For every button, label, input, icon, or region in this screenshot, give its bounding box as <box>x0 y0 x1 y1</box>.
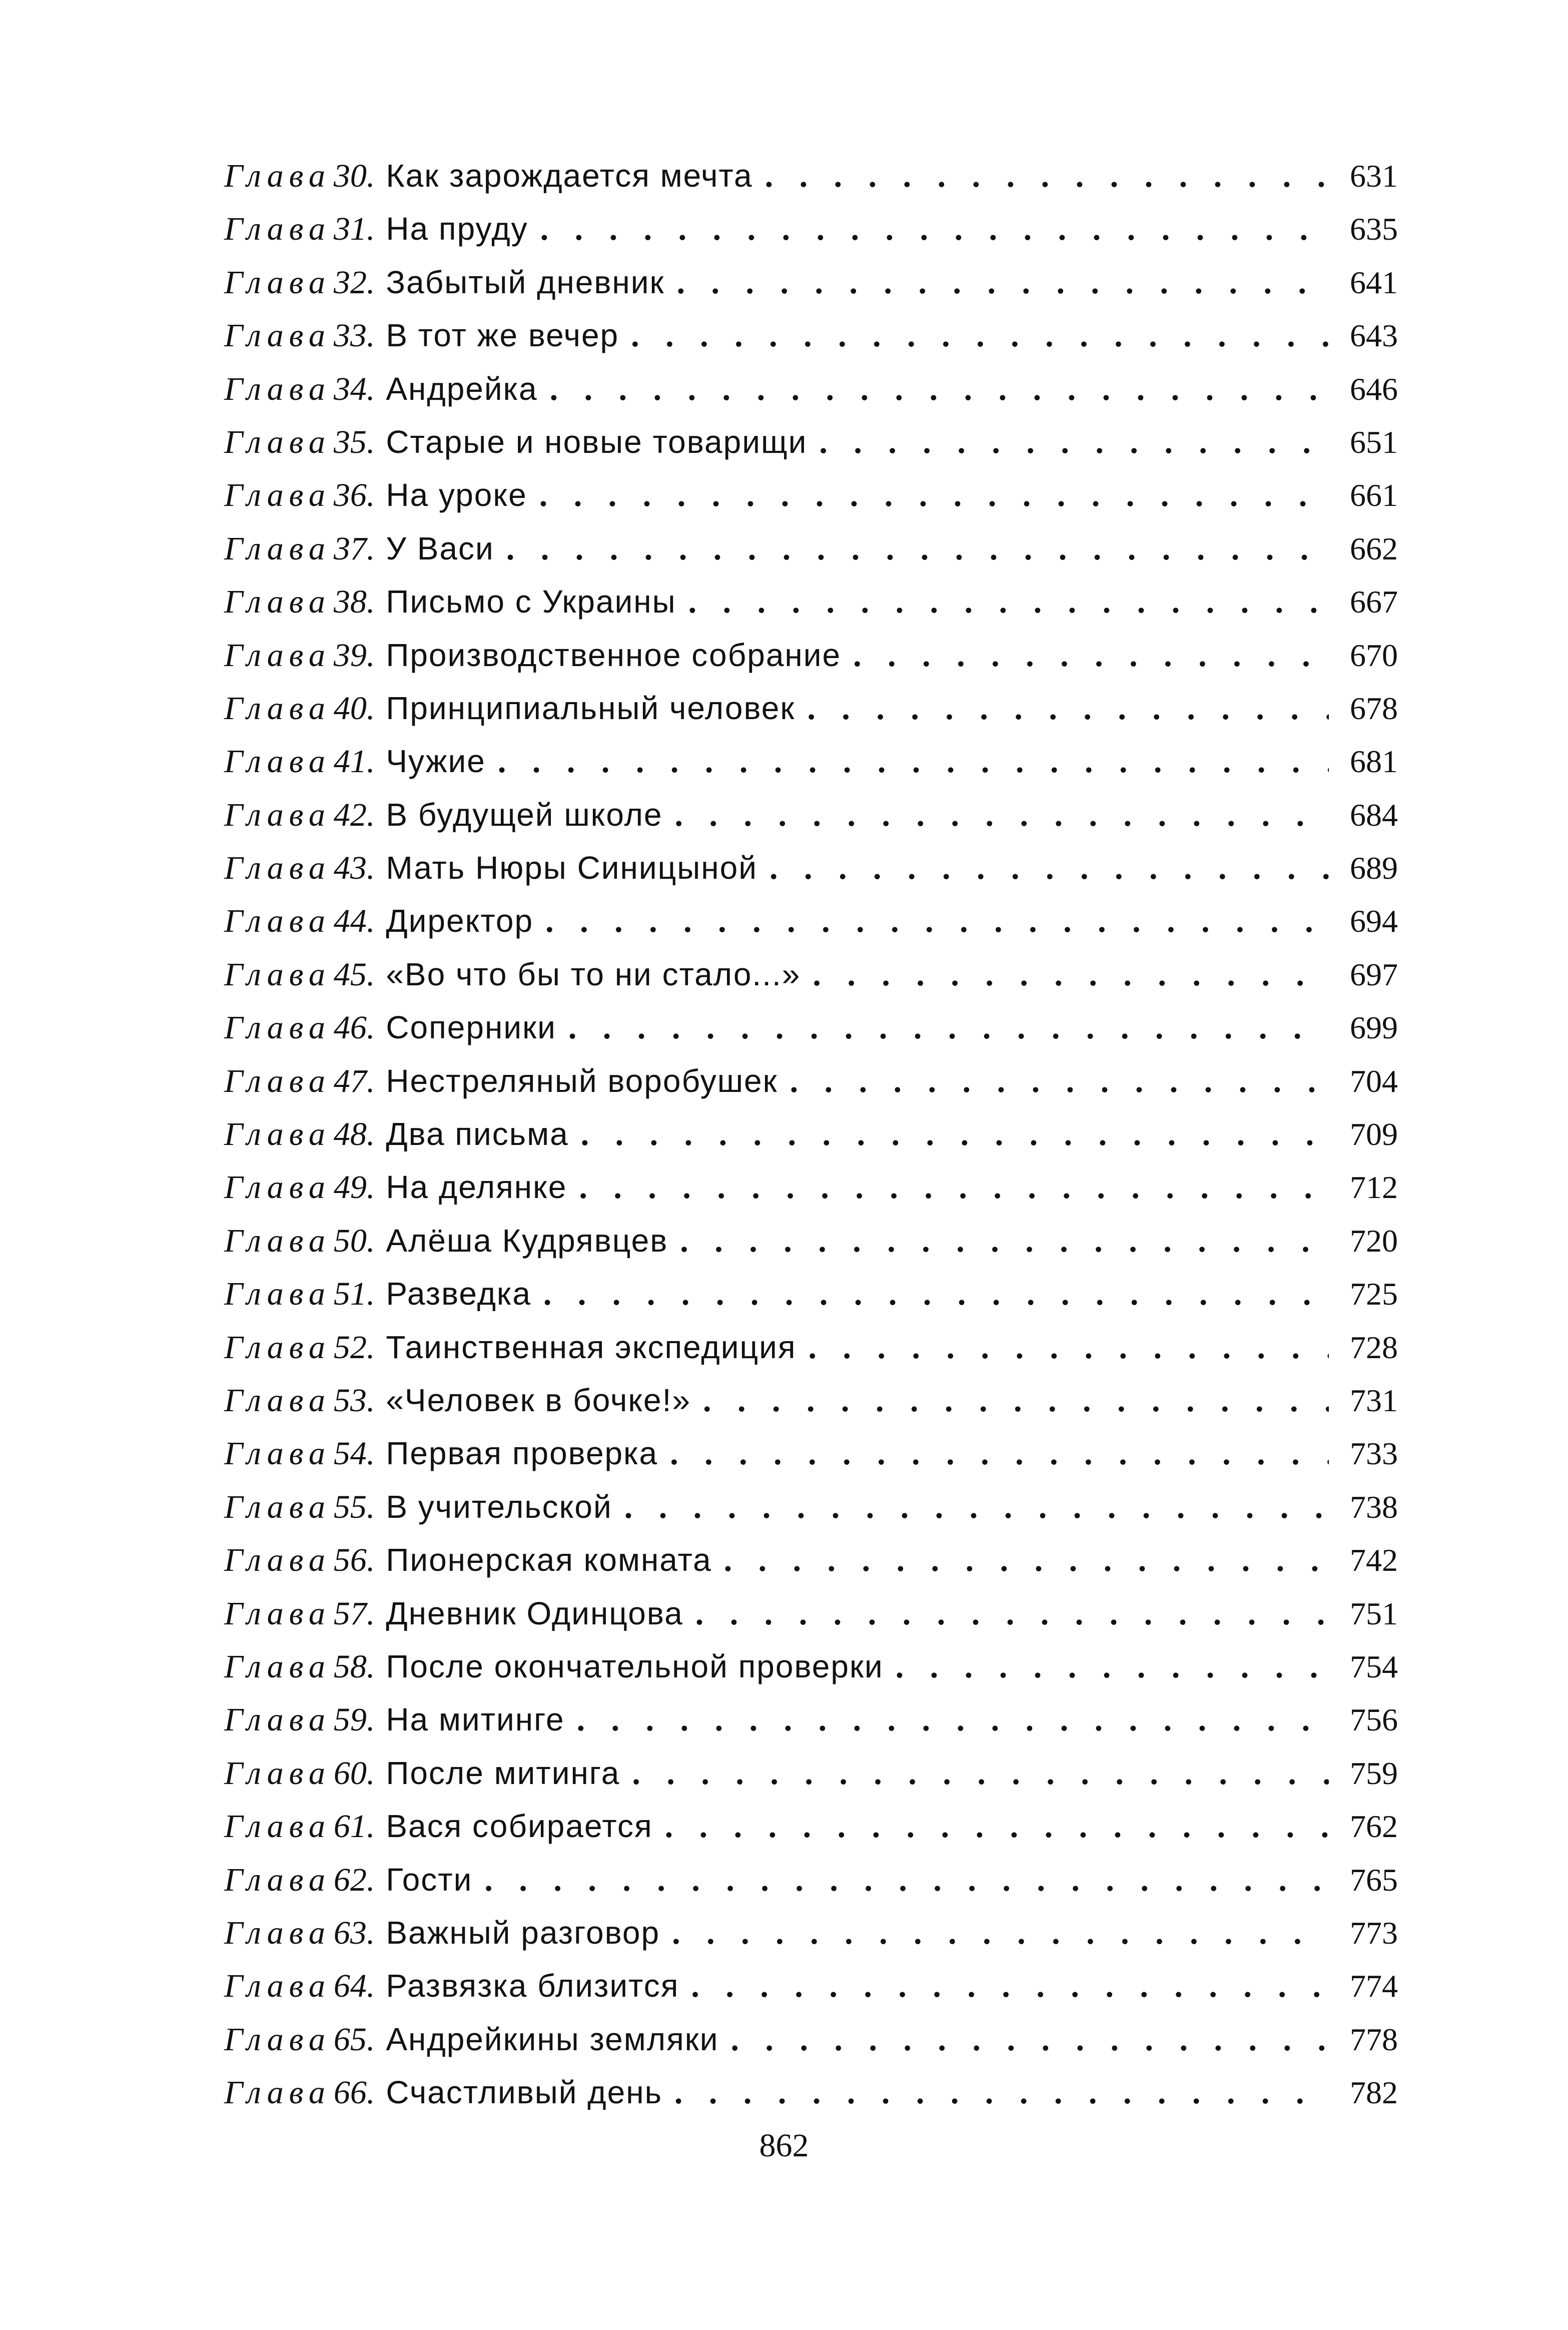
chapter-number: 39. <box>333 637 375 674</box>
chapter-page-number: 661 <box>1350 477 1398 513</box>
chapter-title: После окончательной проверки <box>386 1648 884 1684</box>
chapter-title: На делянке <box>386 1169 567 1206</box>
chapter-title: Дневник Одинцова <box>386 1595 683 1631</box>
chapter-label: Глава <box>224 158 331 194</box>
chapter-label: Глава <box>224 690 331 727</box>
chapter-label: Глава <box>224 796 331 833</box>
dot-leader <box>724 1534 1329 1587</box>
chapter-page-number: 694 <box>1350 903 1398 939</box>
dot-leader <box>540 203 1329 256</box>
dot-leader <box>543 1268 1329 1321</box>
chapter-title: Гости <box>386 1861 473 1898</box>
chapter-page-number: 773 <box>1350 1915 1398 1951</box>
dot-leader <box>498 735 1329 788</box>
chapter-number: 51. <box>333 1276 375 1313</box>
toc-entry <box>224 1427 1398 1480</box>
chapter-label: Глава <box>224 2021 331 2058</box>
dot-leader <box>769 842 1329 895</box>
chapter-title: Вася собирается <box>386 1808 653 1845</box>
chapter-label: Глава <box>224 1009 331 1046</box>
chapter-title: На пруду <box>386 211 528 247</box>
dot-leader <box>545 895 1329 948</box>
dot-leader <box>691 1960 1329 2013</box>
toc-entry <box>224 1001 1398 1054</box>
chapter-title: После митинга <box>386 1755 620 1791</box>
chapter-title: Соперники <box>386 1009 556 1046</box>
chapter-page-number: 709 <box>1350 1116 1398 1152</box>
dot-leader <box>484 1854 1329 1907</box>
chapter-page-number: 712 <box>1350 1170 1398 1206</box>
chapter-number: 50. <box>333 1222 375 1259</box>
chapter-number: 48. <box>333 1116 375 1153</box>
chapter-page-number: 635 <box>1350 211 1398 247</box>
chapter-page-number: 725 <box>1350 1276 1398 1312</box>
chapter-number: 66. <box>333 2074 375 2111</box>
toc-entry <box>224 894 1398 947</box>
chapter-title: Мать Нюры Синицыной <box>386 850 757 886</box>
dot-leader <box>680 1215 1329 1268</box>
toc-entry <box>224 1480 1398 1533</box>
chapter-page-number: 756 <box>1350 1702 1398 1738</box>
chapter-page-number: 681 <box>1350 744 1398 780</box>
dot-leader <box>631 309 1329 362</box>
dot-leader <box>688 575 1329 629</box>
chapter-title: Чужие <box>386 743 486 780</box>
chapter-title: Письмо с Украины <box>386 584 676 620</box>
chapter-label: Глава <box>224 1701 331 1738</box>
toc-entry <box>224 1267 1398 1320</box>
chapter-page-number: 778 <box>1350 2021 1398 2057</box>
chapter-number: 44. <box>333 903 375 940</box>
chapter-number: 63. <box>333 1914 375 1951</box>
toc-entry <box>224 149 1398 202</box>
toc-entry <box>224 1640 1398 1693</box>
toc-entry <box>224 1959 1398 2012</box>
chapter-number: 55. <box>333 1488 375 1525</box>
chapter-number: 34. <box>333 370 375 407</box>
chapter-page-number: 641 <box>1350 264 1398 300</box>
chapter-number: 31. <box>333 211 375 248</box>
chapter-page-number: 754 <box>1350 1648 1398 1684</box>
chapter-title: Пионерская комната <box>386 1542 712 1578</box>
toc-entry <box>224 629 1398 682</box>
dot-leader <box>703 1374 1329 1427</box>
chapter-title: В тот же вечер <box>386 317 619 354</box>
toc-entry <box>224 948 1398 1001</box>
dot-leader <box>506 522 1329 575</box>
chapter-number: 45. <box>333 956 375 993</box>
chapter-label: Глава <box>224 637 331 674</box>
chapter-label: Глава <box>224 1222 331 1259</box>
dot-leader <box>624 1481 1329 1534</box>
dot-leader <box>579 1161 1329 1214</box>
toc-entry <box>224 1906 1398 1959</box>
chapter-page-number: 759 <box>1350 1755 1398 1791</box>
chapter-page-number: 782 <box>1350 2075 1398 2111</box>
chapter-label: Глава <box>224 850 331 887</box>
chapter-page-number: 697 <box>1350 956 1398 992</box>
dot-leader <box>790 1055 1329 1108</box>
chapter-page-number: 667 <box>1350 584 1398 620</box>
chapter-label: Глава <box>224 584 331 621</box>
chapter-number: 42. <box>333 796 375 833</box>
toc-entry <box>224 2066 1398 2119</box>
toc-entry <box>224 1746 1398 1800</box>
chapter-page-number: 678 <box>1350 690 1398 726</box>
chapter-number: 47. <box>333 1062 375 1099</box>
toc-entry <box>224 256 1398 309</box>
chapter-page-number: 684 <box>1350 797 1398 833</box>
dot-leader <box>896 1640 1329 1693</box>
dot-leader <box>672 1907 1329 1960</box>
chapter-title: Старые и новые товарищи <box>386 423 808 460</box>
toc-entry <box>224 1321 1398 1374</box>
chapter-label: Глава <box>224 211 331 248</box>
toc-entry <box>224 1533 1398 1586</box>
toc-entry <box>224 202 1398 255</box>
dot-leader <box>674 2066 1329 2119</box>
dot-leader <box>809 1321 1329 1374</box>
table-of-contents <box>224 149 1398 2119</box>
toc-entry-list <box>224 149 1398 2119</box>
chapter-page-number: 762 <box>1350 1809 1398 1845</box>
toc-entry <box>224 415 1398 468</box>
dot-leader <box>577 1693 1329 1746</box>
chapter-title: «Во что бы то ни стало...» <box>386 956 801 992</box>
chapter-title: Таинственная экспедиция <box>386 1329 797 1365</box>
dot-leader <box>675 789 1329 842</box>
dot-leader <box>813 948 1329 1001</box>
chapter-label: Глава <box>224 1861 331 1898</box>
chapter-page-number: 643 <box>1350 318 1398 354</box>
chapter-label: Глава <box>224 743 331 780</box>
chapter-page-number: 670 <box>1350 637 1398 673</box>
chapter-title: Алёша Кудрявцев <box>386 1222 668 1259</box>
toc-entry <box>224 2013 1398 2066</box>
chapter-page-number: 728 <box>1350 1329 1398 1365</box>
chapter-number: 61. <box>333 1808 375 1845</box>
dot-leader <box>581 1108 1329 1161</box>
chapter-label: Глава <box>224 2074 331 2111</box>
chapter-page-number: 731 <box>1350 1382 1398 1418</box>
toc-entry <box>224 1587 1398 1640</box>
chapter-number: 60. <box>333 1755 375 1792</box>
toc-entry <box>224 468 1398 521</box>
toc-entry <box>224 735 1398 788</box>
chapter-number: 53. <box>333 1382 375 1419</box>
chapter-label: Глава <box>224 1435 331 1472</box>
dot-leader <box>730 2013 1329 2066</box>
chapter-number: 65. <box>333 2021 375 2058</box>
dot-leader <box>539 469 1329 522</box>
dot-leader <box>676 256 1329 309</box>
chapter-title: У Васи <box>386 530 494 566</box>
toc-entry <box>224 841 1398 894</box>
chapter-title: Важный разговор <box>386 1914 660 1951</box>
chapter-label: Глава <box>224 1595 331 1632</box>
chapter-page-number: 662 <box>1350 530 1398 566</box>
toc-entry <box>224 682 1398 735</box>
toc-entry <box>224 362 1398 415</box>
chapter-label: Глава <box>224 956 331 993</box>
chapter-number: 35. <box>333 423 375 460</box>
toc-entry <box>224 1853 1398 1906</box>
chapter-label: Глава <box>224 1648 331 1685</box>
chapter-label: Глава <box>224 1488 331 1525</box>
chapter-label: Глава <box>224 1542 331 1579</box>
chapter-page-number: 742 <box>1350 1542 1398 1578</box>
chapter-label: Глава <box>224 1169 331 1206</box>
dot-leader <box>568 1001 1329 1054</box>
chapter-title: Принципиальный человек <box>386 690 796 726</box>
chapter-number: 36. <box>333 477 375 514</box>
chapter-label: Глава <box>224 1914 331 1951</box>
chapter-label: Глава <box>224 1062 331 1099</box>
chapter-number: 57. <box>333 1595 375 1632</box>
chapter-number: 52. <box>333 1329 375 1366</box>
chapter-label: Глава <box>224 1276 331 1313</box>
chapter-number: 62. <box>333 1861 375 1898</box>
chapter-page-number: 733 <box>1350 1436 1398 1472</box>
chapter-page-number: 646 <box>1350 371 1398 407</box>
chapter-number: 40. <box>333 690 375 727</box>
dot-leader <box>670 1427 1329 1480</box>
dot-leader <box>665 1800 1329 1853</box>
chapter-title: Первая проверка <box>386 1435 658 1472</box>
chapter-page-number: 720 <box>1350 1223 1398 1259</box>
dot-leader <box>819 416 1329 469</box>
chapter-number: 56. <box>333 1542 375 1579</box>
chapter-number: 64. <box>333 1968 375 2005</box>
chapter-page-number: 738 <box>1350 1489 1398 1525</box>
chapter-number: 59. <box>333 1701 375 1738</box>
chapter-title: Разведка <box>386 1276 531 1312</box>
chapter-title: В будущей школе <box>386 796 663 833</box>
dot-leader <box>550 363 1329 416</box>
chapter-number: 54. <box>333 1435 375 1472</box>
toc-entry <box>224 788 1398 841</box>
chapter-number: 46. <box>333 1009 375 1046</box>
chapter-title: Развязка близится <box>386 1968 679 2004</box>
chapter-title: «Человек в бочке!» <box>386 1382 691 1418</box>
chapter-number: 58. <box>333 1648 375 1685</box>
chapter-title: Два письма <box>386 1116 569 1152</box>
chapter-title: На митинге <box>386 1701 565 1738</box>
chapter-number: 38. <box>333 584 375 621</box>
toc-entry <box>224 1693 1398 1746</box>
chapter-label: Глава <box>224 1968 331 2005</box>
chapter-label: Глава <box>224 264 331 301</box>
chapter-number: 37. <box>333 530 375 567</box>
chapter-title: Счастливый день <box>386 2074 662 2111</box>
chapter-label: Глава <box>224 1116 331 1153</box>
chapter-label: Глава <box>224 1808 331 1845</box>
chapter-number: 41. <box>333 743 375 780</box>
chapter-label: Глава <box>224 477 331 514</box>
toc-entry <box>224 1214 1398 1267</box>
chapter-number: 49. <box>333 1169 375 1206</box>
chapter-label: Глава <box>224 1329 331 1366</box>
toc-entry <box>224 309 1398 362</box>
chapter-label: Глава <box>224 530 331 567</box>
chapter-title: Нестреляный воробушек <box>386 1062 778 1099</box>
chapter-title: В учительской <box>386 1488 612 1525</box>
chapter-title: Производственное собрание <box>386 637 842 673</box>
page-number: 862 <box>759 2127 809 2164</box>
chapter-title: Как зарождается мечта <box>386 158 753 194</box>
chapter-page-number: 704 <box>1350 1063 1398 1099</box>
chapter-label: Глава <box>224 1755 331 1792</box>
toc-entry <box>224 1054 1398 1107</box>
toc-entry <box>224 575 1398 628</box>
chapter-number: 33. <box>333 317 375 354</box>
chapter-title: Директор <box>386 903 534 939</box>
chapter-title: На уроке <box>386 477 527 513</box>
chapter-page-number: 774 <box>1350 1968 1398 2004</box>
toc-entry <box>224 1107 1398 1160</box>
chapter-page-number: 751 <box>1350 1595 1398 1631</box>
toc-entry <box>224 1800 1398 1853</box>
chapter-label: Глава <box>224 370 331 407</box>
chapter-number: 43. <box>333 850 375 887</box>
chapter-page-number: 689 <box>1350 850 1398 886</box>
chapter-label: Глава <box>224 1382 331 1419</box>
chapter-title: Андрейкины земляки <box>386 2021 719 2057</box>
chapter-number: 30. <box>333 158 375 194</box>
chapter-label: Глава <box>224 423 331 460</box>
toc-entry <box>224 522 1398 575</box>
chapter-label: Глава <box>224 903 331 940</box>
chapter-label: Глава <box>224 317 331 354</box>
chapter-title: Забытый дневник <box>386 264 665 300</box>
dot-leader <box>765 150 1329 203</box>
chapter-title: Андрейка <box>386 370 538 407</box>
dot-leader <box>695 1587 1329 1640</box>
dot-leader <box>853 629 1329 682</box>
chapter-page-number: 765 <box>1350 1862 1398 1898</box>
chapter-number: 32. <box>333 264 375 301</box>
toc-entry <box>224 1374 1398 1427</box>
chapter-page-number: 631 <box>1350 158 1398 194</box>
toc-entry <box>224 1160 1398 1214</box>
chapter-page-number: 651 <box>1350 424 1398 460</box>
dot-leader <box>632 1747 1329 1800</box>
dot-leader <box>807 682 1329 735</box>
chapter-page-number: 699 <box>1350 1010 1398 1046</box>
